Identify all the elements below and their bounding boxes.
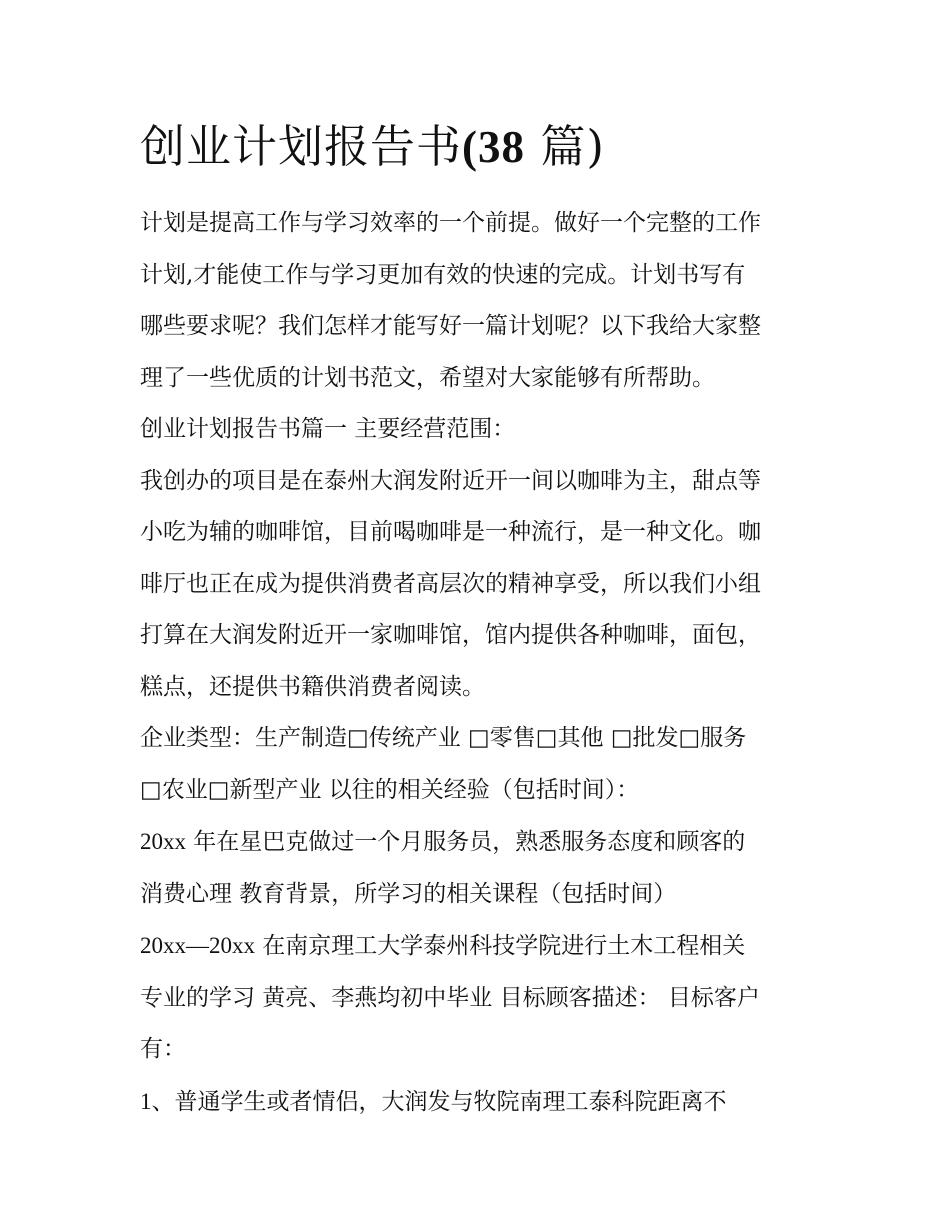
- education-paragraph: [140, 920, 820, 1076]
- target-item-number: 1: [140, 1088, 152, 1114]
- project-line: 打算在大润发附近开一家咖啡馆，馆内提供各种咖啡，面包，: [140, 622, 761, 648]
- title-paren-open: (: [462, 122, 479, 172]
- experience-text: 年在星巴克做过一个月服务员，熟悉服务态度和顾客的: [186, 829, 746, 855]
- document-content: [140, 112, 820, 1128]
- title-suffix: 篇): [525, 120, 605, 173]
- target-item-line: [140, 1076, 820, 1129]
- document-body: [140, 198, 820, 1128]
- education-years: 20xx—20xx: [140, 933, 255, 958]
- education-line: 有：: [140, 1036, 186, 1062]
- intro-line: 理了一些优质的计划书范文，希望对大家能够有所帮助。: [140, 364, 715, 391]
- intro-line: 哪些要求呢？我们怎样才能写好一篇计划呢？以下我给大家整: [140, 313, 761, 339]
- education-line: 专业的学习 黄亮、李燕均初中毕业 目标顾客描述： 目标客户: [140, 984, 760, 1011]
- title-number: 38: [478, 122, 526, 172]
- project-line: 我创办的项目是在泰州大润发附近开一间以咖啡为主，甜点等: [140, 467, 761, 494]
- project-description-paragraph: [140, 456, 820, 714]
- education-line: [140, 920, 820, 973]
- education-text: 在南京理工大学泰州科技学院进行土木工程相关: [255, 933, 746, 959]
- target-list-item: [140, 1076, 820, 1129]
- section-heading-text: 创业计划报告书篇一 主要经营范围：: [140, 416, 516, 442]
- intro-paragraph: [140, 198, 820, 404]
- document-title: [140, 112, 820, 182]
- experience-year: 20xx: [140, 829, 186, 854]
- project-line: 糕点，还提供书籍供消费者阅读。: [140, 673, 485, 700]
- business-type-line: □农业□新型产业 以往的相关经验（包括时间）：: [140, 776, 640, 803]
- intro-line: 计划,才能使工作与学习更加有效的快速的完成。计划书写有: [140, 261, 746, 288]
- experience-line: [140, 816, 820, 869]
- target-item-text: 、普通学生或者情侣，大润发与牧院南理工泰科院距离不: [151, 1088, 727, 1115]
- project-line: 啡厅也正在成为提供消费者高层次的精神享受，所以我们小组: [140, 570, 761, 597]
- business-type-paragraph: [140, 713, 820, 816]
- section-heading: [140, 404, 820, 456]
- title-text: 创业计划报告书: [140, 120, 463, 173]
- intro-line: 计划是提高工作与学习效率的一个前提。做好一个完整的工作: [140, 210, 761, 236]
- project-line: 小吃为辅的咖啡馆，目前喝咖啡是一种流行，是一种文化。咖: [140, 519, 761, 545]
- business-type-line: 企业类型：生产制造□传统产业 □零售□其他 □批发□服务: [140, 725, 747, 751]
- experience-line: 消费心理 教育背景，所学习的相关课程（包括时间）: [140, 880, 677, 907]
- experience-paragraph: [140, 816, 820, 920]
